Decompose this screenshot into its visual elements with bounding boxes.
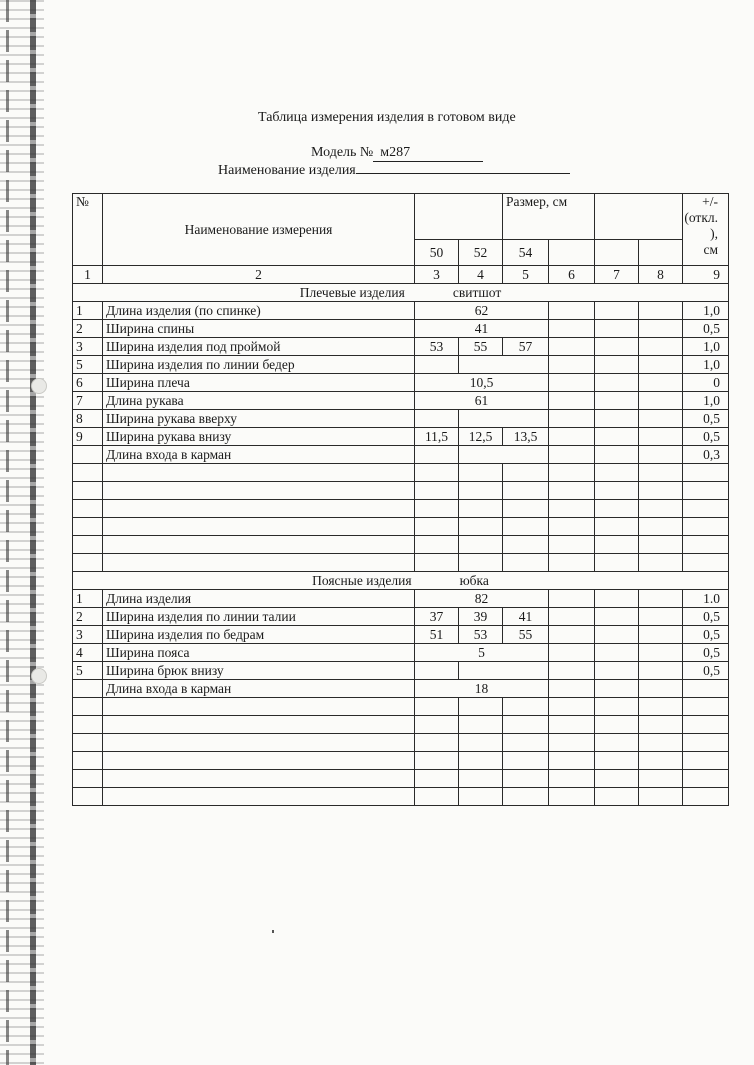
row-number: 2 (73, 608, 103, 626)
size-value-empty (415, 410, 459, 428)
measurement-name: Ширина изделия под проймой (103, 338, 415, 356)
empty-cell (73, 698, 103, 716)
size-value-empty (549, 662, 595, 680)
size-value-empty (415, 446, 459, 464)
empty-cell (549, 464, 595, 482)
section-header (73, 284, 729, 302)
size-value-empty (549, 428, 595, 446)
empty-cell (549, 752, 595, 770)
row-number: 5 (73, 356, 103, 374)
section-product: свитшот (452, 284, 502, 300)
empty-row (73, 518, 729, 536)
empty-cell (459, 716, 503, 734)
tolerance-value: 0,5 (683, 428, 729, 446)
size-blank (549, 240, 595, 266)
tolerance-value: 0,5 (683, 320, 729, 338)
size-value-empty (639, 626, 683, 644)
empty-cell (103, 752, 415, 770)
table-row (73, 662, 729, 680)
column-number: 6 (549, 266, 595, 284)
column-number-row (73, 266, 729, 284)
size-52-value: 12,5 (459, 428, 503, 446)
table-row (73, 410, 729, 428)
empty-cell (683, 752, 729, 770)
row-number: 9 (73, 428, 103, 446)
size-value-empty (639, 356, 683, 374)
size-value-empty (639, 590, 683, 608)
size-value-empty (639, 428, 683, 446)
measurement-name: Ширина изделия по бедрам (103, 626, 415, 644)
row-number: 4 (73, 644, 103, 662)
row-number: 8 (73, 410, 103, 428)
size-value-empty (549, 680, 595, 698)
empty-cell (683, 716, 729, 734)
empty-row (73, 554, 729, 572)
empty-cell (639, 554, 683, 572)
empty-cell (503, 716, 549, 734)
section-row (73, 284, 729, 302)
empty-cell (595, 752, 639, 770)
empty-cell (415, 698, 459, 716)
empty-cell (503, 770, 549, 788)
empty-cell (503, 698, 549, 716)
column-number: 7 (595, 266, 639, 284)
empty-cell (459, 554, 503, 572)
size-value-empty (549, 446, 595, 464)
empty-row (73, 482, 729, 500)
empty-cell (415, 500, 459, 518)
size-value-merged: 82 (415, 590, 549, 608)
size-value-empty (595, 338, 639, 356)
empty-cell (639, 734, 683, 752)
empty-cell (503, 464, 549, 482)
empty-cell (639, 500, 683, 518)
row-number: 6 (73, 374, 103, 392)
empty-cell (503, 554, 549, 572)
measurement-name: Ширина брюк внизу (103, 662, 415, 680)
empty-cell (639, 716, 683, 734)
size-value-merged: 61 (415, 392, 549, 410)
empty-cell (103, 734, 415, 752)
empty-cell (503, 500, 549, 518)
measurement-name: Ширина рукава вверху (103, 410, 415, 428)
size-value-empty (459, 356, 549, 374)
column-number: 5 (503, 266, 549, 284)
size-value-empty (639, 446, 683, 464)
empty-cell (595, 698, 639, 716)
empty-row (73, 716, 729, 734)
empty-cell (73, 554, 103, 572)
empty-cell (459, 770, 503, 788)
size-value-empty (639, 608, 683, 626)
empty-cell (415, 716, 459, 734)
empty-row (73, 464, 729, 482)
empty-cell (639, 752, 683, 770)
table-row (73, 626, 729, 644)
empty-cell (103, 464, 415, 482)
measurement-name: Длина входа в карман (103, 446, 415, 464)
item-name-line (218, 161, 570, 179)
empty-cell (103, 554, 415, 572)
empty-cell (639, 698, 683, 716)
header-size: Размер, см (503, 194, 595, 240)
empty-cell (549, 482, 595, 500)
size-value-empty (595, 374, 639, 392)
table-row (73, 680, 729, 698)
empty-cell (503, 482, 549, 500)
column-number: 8 (639, 266, 683, 284)
measurement-name: Ширина рукава внизу (103, 428, 415, 446)
table-row (73, 320, 729, 338)
empty-cell (459, 536, 503, 554)
header-blank (595, 194, 683, 240)
empty-cell (459, 500, 503, 518)
row-number: 5 (73, 662, 103, 680)
size-value-empty (549, 392, 595, 410)
table-row (73, 338, 729, 356)
size-54-value: 13,5 (503, 428, 549, 446)
table-row (73, 446, 729, 464)
empty-cell (73, 536, 103, 554)
size-value-empty (415, 662, 459, 680)
section-product: юбка (459, 572, 489, 588)
empty-cell (103, 770, 415, 788)
size-value-empty (549, 410, 595, 428)
empty-cell (459, 752, 503, 770)
empty-cell (503, 734, 549, 752)
size-54-value: 41 (503, 608, 549, 626)
measurement-name: Ширина изделия по линии бедер (103, 356, 415, 374)
size-value-empty (549, 374, 595, 392)
empty-cell (595, 482, 639, 500)
tolerance-header-line: ), (710, 226, 718, 241)
tolerance-value: 0,5 (683, 644, 729, 662)
empty-row (73, 752, 729, 770)
size-50: 50 (415, 240, 459, 266)
tolerance-value: 0,5 (683, 608, 729, 626)
empty-cell (103, 698, 415, 716)
punch-hole (31, 668, 47, 684)
size-50-value: 53 (415, 338, 459, 356)
size-52-value: 53 (459, 626, 503, 644)
tolerance-value: 1,0 (683, 356, 729, 374)
empty-cell (595, 734, 639, 752)
model-value: м287 (380, 145, 411, 160)
empty-cell (595, 500, 639, 518)
empty-cell (103, 518, 415, 536)
empty-cell (549, 500, 595, 518)
empty-cell (459, 464, 503, 482)
empty-cell (595, 770, 639, 788)
empty-cell (415, 554, 459, 572)
empty-cell (639, 518, 683, 536)
empty-cell (683, 518, 729, 536)
empty-cell (73, 500, 103, 518)
empty-cell (595, 518, 639, 536)
size-value-empty (595, 320, 639, 338)
empty-cell (73, 788, 103, 806)
size-value-empty (639, 302, 683, 320)
size-value-merged: 18 (415, 680, 549, 698)
empty-cell (103, 716, 415, 734)
measurement-name: Ширина плеча (103, 374, 415, 392)
tolerance-value: 0,5 (683, 410, 729, 428)
size-value-merged: 5 (415, 644, 549, 662)
empty-cell (459, 518, 503, 536)
empty-row (73, 500, 729, 518)
tolerance-value: 0,5 (683, 626, 729, 644)
empty-cell (503, 788, 549, 806)
empty-cell (639, 770, 683, 788)
size-value-empty (549, 356, 595, 374)
empty-cell (639, 482, 683, 500)
size-54-value: 57 (503, 338, 549, 356)
size-52-value: 39 (459, 608, 503, 626)
empty-cell (683, 500, 729, 518)
empty-cell (595, 554, 639, 572)
row-number: 1 (73, 302, 103, 320)
column-number: 9 (683, 266, 729, 284)
measurement-name: Ширина изделия по линии талии (103, 608, 415, 626)
size-value-merged: 10,5 (415, 374, 549, 392)
section-header (73, 572, 729, 590)
size-value-empty (595, 590, 639, 608)
empty-cell (415, 770, 459, 788)
empty-cell (415, 752, 459, 770)
size-blank (639, 240, 683, 266)
size-value-empty (459, 410, 549, 428)
empty-cell (73, 716, 103, 734)
tolerance-header-line: +/- (702, 194, 718, 209)
empty-cell (683, 554, 729, 572)
empty-cell (459, 482, 503, 500)
empty-cell (73, 518, 103, 536)
tolerance-value (683, 680, 729, 698)
size-value-empty (595, 356, 639, 374)
measurement-name: Длина изделия (по спинке) (103, 302, 415, 320)
empty-cell (595, 716, 639, 734)
size-54-value: 55 (503, 626, 549, 644)
section-title: Поясные изделия (312, 572, 412, 588)
size-value-empty (549, 626, 595, 644)
size-52-value: 55 (459, 338, 503, 356)
row-number: 3 (73, 626, 103, 644)
size-value-empty (549, 320, 595, 338)
size-value-empty (639, 644, 683, 662)
size-value-empty (549, 302, 595, 320)
tolerance-value: 1,0 (683, 302, 729, 320)
table-row (73, 374, 729, 392)
size-value-empty (639, 410, 683, 428)
size-54: 54 (503, 240, 549, 266)
empty-cell (683, 482, 729, 500)
empty-cell (549, 788, 595, 806)
size-value-merged: 62 (415, 302, 549, 320)
empty-cell (683, 536, 729, 554)
size-value-empty (415, 356, 459, 374)
empty-cell (549, 770, 595, 788)
empty-cell (73, 752, 103, 770)
empty-cell (595, 788, 639, 806)
size-value-empty (595, 410, 639, 428)
empty-cell (73, 482, 103, 500)
size-value-empty (639, 338, 683, 356)
punch-hole (31, 378, 47, 394)
table-row (73, 644, 729, 662)
size-value-merged: 41 (415, 320, 549, 338)
size-value-empty (639, 662, 683, 680)
header-size-blank (415, 194, 503, 240)
empty-row (73, 788, 729, 806)
empty-cell (415, 482, 459, 500)
size-value-empty (595, 662, 639, 680)
empty-row (73, 770, 729, 788)
measurement-name: Длина изделия (103, 590, 415, 608)
size-value-empty (549, 608, 595, 626)
table-row (73, 608, 729, 626)
column-number: 3 (415, 266, 459, 284)
size-value-empty (549, 338, 595, 356)
empty-cell (459, 734, 503, 752)
scan-speck (272, 930, 274, 933)
empty-cell (415, 536, 459, 554)
measurement-name: Ширина пояса (103, 644, 415, 662)
size-value-empty (639, 320, 683, 338)
scan-binding-strip (30, 0, 36, 1065)
measurement-name: Ширина спины (103, 320, 415, 338)
size-value-empty (549, 590, 595, 608)
empty-cell (415, 464, 459, 482)
empty-cell (103, 536, 415, 554)
row-number (73, 680, 103, 698)
empty-cell (549, 716, 595, 734)
empty-cell (73, 734, 103, 752)
empty-cell (683, 464, 729, 482)
size-value-empty (595, 680, 639, 698)
tolerance-value: 1,0 (683, 392, 729, 410)
table-row (73, 392, 729, 410)
document-title: Таблица измерения изделия в готовом виде (258, 110, 516, 125)
empty-cell (639, 464, 683, 482)
empty-cell (503, 518, 549, 536)
size-blank (595, 240, 639, 266)
column-number: 4 (459, 266, 503, 284)
item-name-blank (356, 161, 570, 174)
tolerance-value: 1,0 (683, 338, 729, 356)
scan-edge-marks (6, 0, 9, 1065)
table-row (73, 356, 729, 374)
table-row (73, 428, 729, 446)
empty-cell (683, 770, 729, 788)
size-52: 52 (459, 240, 503, 266)
empty-cell (549, 536, 595, 554)
table-row (73, 302, 729, 320)
section-title: Плечевые изделия (299, 284, 405, 300)
size-50-value: 37 (415, 608, 459, 626)
size-value-empty (595, 428, 639, 446)
empty-cell (549, 554, 595, 572)
size-value-empty (595, 302, 639, 320)
size-value-empty (595, 608, 639, 626)
tolerance-header-line: (откл. (684, 210, 718, 225)
header-measurement-name: Наименование измерения (103, 194, 415, 266)
empty-cell (549, 698, 595, 716)
model-line (311, 145, 483, 162)
header-tolerance (683, 194, 729, 266)
empty-cell (415, 518, 459, 536)
tolerance-value: 0,3 (683, 446, 729, 464)
size-value-empty (549, 644, 595, 662)
size-value-empty (639, 392, 683, 410)
tolerance-header-line: см (703, 242, 718, 257)
tolerance-value: 0,5 (683, 662, 729, 680)
size-value-empty (595, 392, 639, 410)
row-number: 3 (73, 338, 103, 356)
column-number: 1 (73, 266, 103, 284)
row-number: 2 (73, 320, 103, 338)
row-number: 1 (73, 590, 103, 608)
empty-cell (103, 788, 415, 806)
row-number: 7 (73, 392, 103, 410)
empty-cell (549, 518, 595, 536)
empty-cell (595, 464, 639, 482)
measurement-name: Длина рукава (103, 392, 415, 410)
column-number: 2 (103, 266, 415, 284)
empty-cell (683, 788, 729, 806)
tolerance-value: 0 (683, 374, 729, 392)
empty-cell (73, 770, 103, 788)
empty-cell (639, 536, 683, 554)
item-name-label: Наименование изделия (218, 163, 356, 178)
empty-cell (415, 788, 459, 806)
empty-cell (415, 734, 459, 752)
size-50-value: 51 (415, 626, 459, 644)
empty-cell (549, 734, 595, 752)
section-row (73, 572, 729, 590)
size-value-empty (459, 662, 549, 680)
empty-cell (639, 788, 683, 806)
empty-cell (73, 464, 103, 482)
size-value-empty (639, 374, 683, 392)
empty-cell (103, 500, 415, 518)
empty-row (73, 536, 729, 554)
empty-cell (503, 752, 549, 770)
measurement-name: Длина входа в карман (103, 680, 415, 698)
empty-cell (459, 788, 503, 806)
empty-row (73, 734, 729, 752)
row-number (73, 446, 103, 464)
size-value-empty (595, 644, 639, 662)
empty-cell (683, 734, 729, 752)
empty-cell (459, 698, 503, 716)
table-row (73, 590, 729, 608)
size-value-empty (459, 446, 549, 464)
empty-row (73, 698, 729, 716)
size-value-empty (595, 446, 639, 464)
size-50-value: 11,5 (415, 428, 459, 446)
size-value-empty (639, 680, 683, 698)
model-label: Модель № (311, 145, 374, 160)
size-value-empty (595, 626, 639, 644)
header-no: № (73, 194, 103, 266)
empty-cell (595, 536, 639, 554)
empty-cell (503, 536, 549, 554)
empty-cell (103, 482, 415, 500)
measurement-table (72, 193, 729, 806)
empty-cell (683, 698, 729, 716)
tolerance-value: 1.0 (683, 590, 729, 608)
